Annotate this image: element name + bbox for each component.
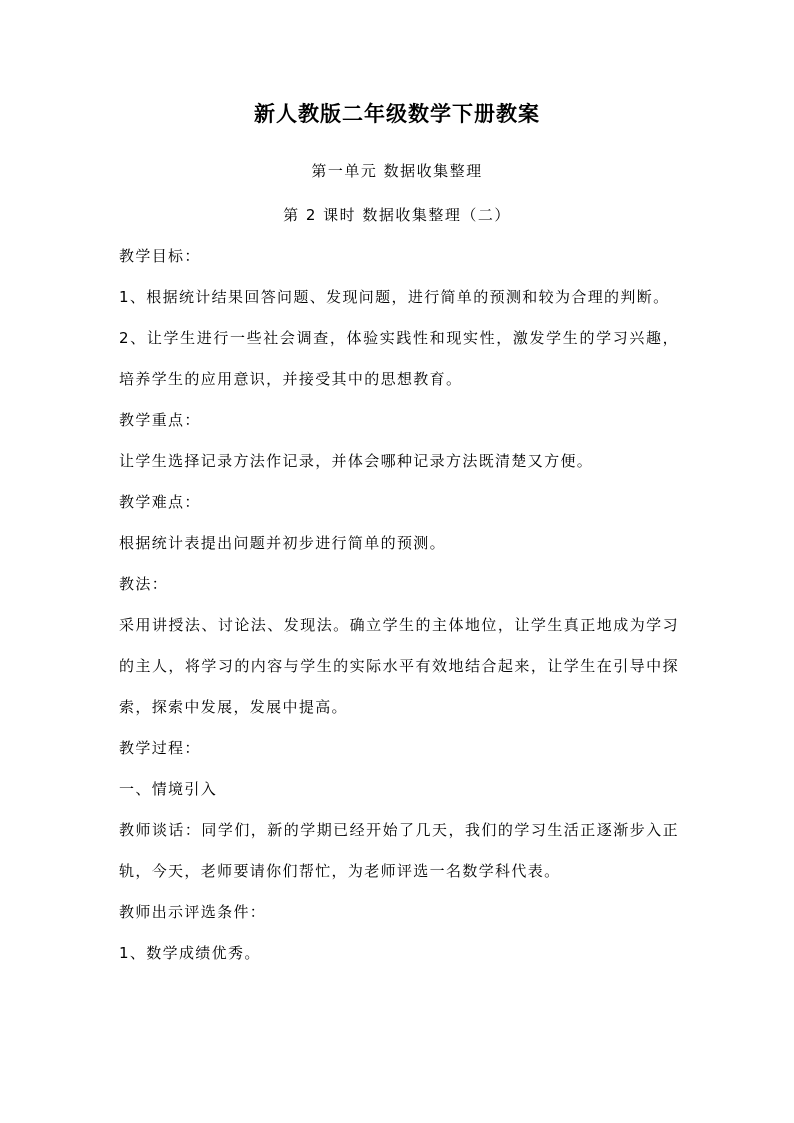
document-body — [119, 236, 679, 974]
section-label-process: 教学过程： — [119, 739, 201, 757]
paragraph-key-points: 让学生选择记录方法作记录，并体会哪种记录方法既清楚又方便。 — [119, 452, 594, 470]
paragraph-objective-1: 1、根据统计结果回答问题、发现问题，进行简单的预测和较为合理的判断。 — [119, 288, 670, 306]
section-label-key-points: 教学重点： — [119, 411, 201, 429]
paragraph-difficulties: 根据统计表提出问题并初步进行简单的预测。 — [119, 534, 447, 552]
paragraph-criteria-intro: 教师出示评选条件： — [119, 903, 267, 921]
paragraph-teacher-talk: 教师谈话：同学们，新的学期已经开始了几天，我们的学习生活正逐渐步入正轨，今天，老师要请你们帮忙，为老师评选一名数学科代表。 — [119, 821, 679, 880]
section-label-difficulties: 教学难点： — [119, 493, 201, 511]
paragraph-criterion-1: 1、数学成绩优秀。 — [119, 944, 261, 962]
section-label-method: 教法： — [119, 575, 169, 593]
section-label-objectives: 教学目标： — [119, 247, 201, 265]
document-title: 新人教版二年级数学下册教案 — [254, 101, 540, 126]
subheading-situation: 一、情境引入 — [119, 780, 218, 798]
paragraph-objective-2: 2、让学生进行一些社会调查，体验实践性和现实性，激发学生的学习兴趣，培养学生的应用意识，并接受其中的思想教育。 — [119, 329, 679, 388]
paragraph-method: 采用讲授法、讨论法、发现法。确立学生的主体地位，让学生真正地成为学习的主人，将学习的内容与学生的实际水平有效地结合起来，让学生在引导中探索，探索中发展，发展中提高。 — [119, 616, 679, 716]
lesson-heading: 第 2 课时 数据收集整理（二） — [283, 206, 511, 224]
unit-heading: 第一单元 数据收集整理 — [311, 162, 483, 180]
